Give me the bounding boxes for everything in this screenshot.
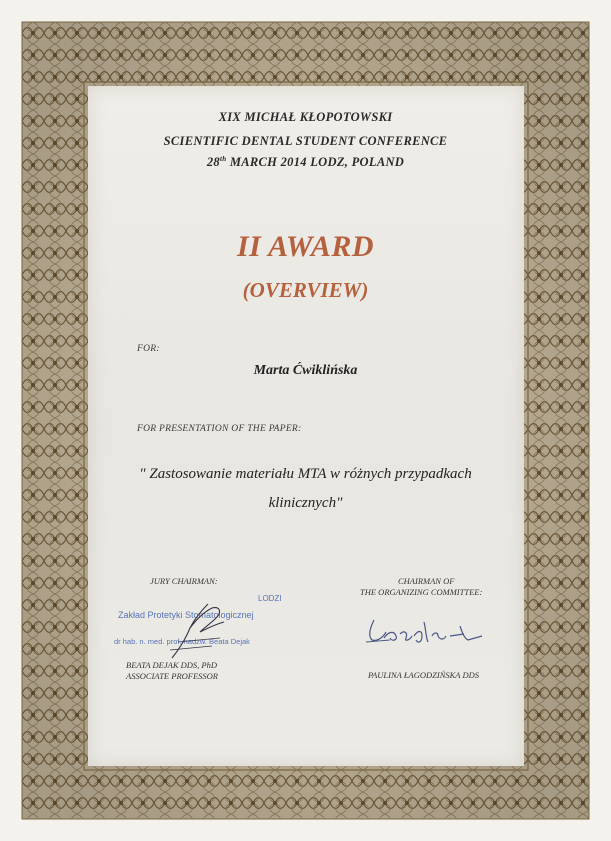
recipient-label: FOR: bbox=[137, 344, 160, 354]
jury-chairman-signature bbox=[150, 598, 260, 668]
award-title: II AWARD bbox=[236, 230, 375, 263]
stamp-line3: dr hab. n. med. prof. nadzw. Beata Dejak bbox=[114, 637, 250, 646]
jury-chairman-name: BEATA DEJAK DDS, PhD bbox=[126, 660, 217, 670]
committee-chairman-label-2: THE ORGANIZING COMMITTEE: bbox=[360, 587, 483, 597]
recipient-name: Marta Ćwiklińska bbox=[253, 363, 358, 378]
date-rest: MARCH 2014 LODZ, POLAND bbox=[226, 155, 405, 170]
committee-chairman-signature bbox=[360, 614, 500, 648]
conference-date bbox=[0, 155, 611, 170]
jury-chairman-title: ASSOCIATE PROFESSOR bbox=[126, 671, 218, 681]
paper-title-line1: " Zastosowanie materiału MTA w różnych przypadkach bbox=[139, 466, 472, 482]
paper-title-line2: klinicznych" bbox=[268, 495, 343, 511]
committee-chairman-name: PAULINA ŁAGODZIŃSKA DDS bbox=[368, 670, 479, 680]
date-suffix: th bbox=[219, 155, 227, 163]
paper-label: FOR PRESENTATION OF THE PAPER: bbox=[137, 424, 302, 434]
award-subtitle: (OVERVIEW) bbox=[242, 278, 369, 302]
committee-chairman-label-1: CHAIRMAN OF bbox=[398, 576, 455, 586]
conference-edition: XIX MICHAŁ KŁOPOTOWSKI bbox=[218, 110, 393, 124]
date-day: 28 bbox=[206, 155, 220, 170]
jury-chairman-label: JURY CHAIRMAN: bbox=[150, 576, 218, 586]
conference-name: SCIENTIFIC DENTAL STUDENT CONFERENCE bbox=[163, 134, 448, 148]
stamp-line1: LODZI bbox=[258, 594, 282, 603]
stamp-line2: Zakład Protetyki Stomatologicznej bbox=[118, 610, 254, 620]
